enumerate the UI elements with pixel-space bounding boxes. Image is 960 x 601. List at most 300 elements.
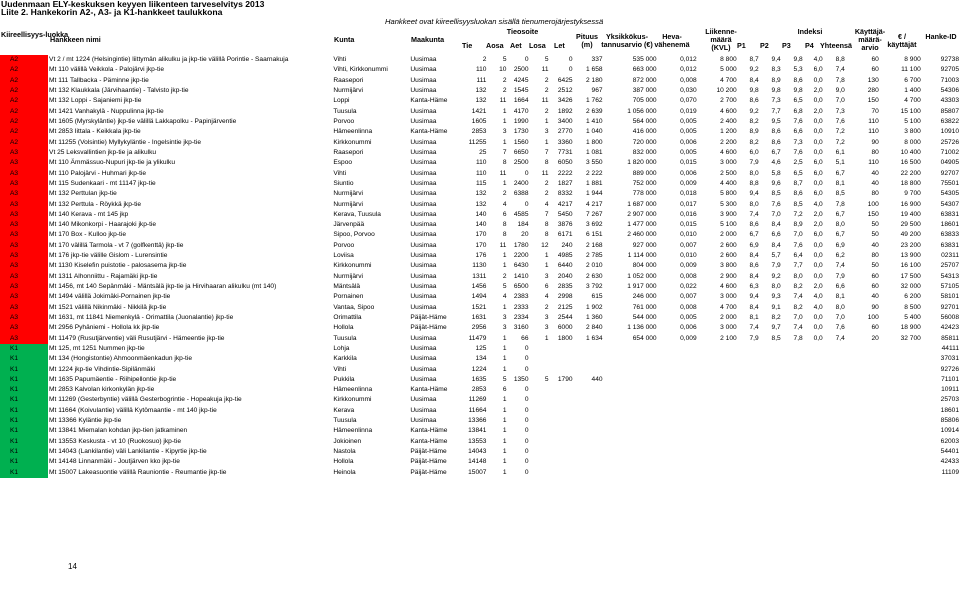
class-cell: A3 [0,261,48,271]
municipality-cell: Hollola [333,458,354,466]
document-title: Uudenmaan ELY-keskuksen keyyen liikenteen tarveselvitys 2013 [1,0,265,9]
value-cell: 25 [479,148,487,156]
class-cell: K1 [0,375,48,385]
table-row [0,179,960,189]
value-cell: 3360 [557,138,573,146]
municipality-cell: Kirkkonummi [333,262,372,270]
value-cell: 1 136 000 [627,324,657,332]
value-cell [846,437,880,447]
value-cell: 8,0 [749,200,759,208]
class-cell: A3 [0,241,48,251]
table-row [0,86,960,96]
value-cell: 140 [475,221,487,229]
value-cell: 7,4 [793,293,803,301]
value-cell: 1 [502,262,507,270]
class-cell: A3 [0,313,48,323]
value-cell [760,406,782,416]
table-row [0,96,960,106]
value-cell: 2,0 [813,107,823,115]
value-cell: 4 [502,200,507,208]
value-cell: 170 [475,231,487,239]
value-cell: 11109 [941,468,959,476]
value-cell [658,395,698,405]
value-cell: 1 [502,406,507,414]
value-cell: 9,7 [771,324,781,332]
value-cell: 54307 [940,200,959,208]
value-cell: 71002 [940,148,959,156]
value-cell: 6500 [513,283,529,291]
project-name-cell: Mt 11255 (Volsintie) Myllykyläntie - Ingelsintie jkp-tie [49,138,202,146]
value-cell: 0,0 [813,313,823,321]
municipality-cell: Jokioinen [333,437,362,445]
municipality-cell: Porvoo [333,118,355,126]
value-cell: 544 000 [632,313,657,321]
region-cell: Uusimaa [410,262,437,270]
value-cell: 8,8 [835,56,845,64]
value-cell: 8,2 [749,118,759,126]
value-cell: 246 000 [632,293,657,301]
value-cell [698,375,738,385]
class-cell: A2 [0,96,48,106]
value-cell: 0,008 [680,76,697,84]
class-cell: K1 [0,406,48,416]
value-cell: 4 [544,293,549,301]
table-row [0,158,960,168]
value-cell: 752 000 [632,179,657,187]
value-cell [550,437,574,447]
value-cell: 9,8 [793,56,803,64]
value-cell [738,395,760,405]
header-let: Let [554,41,565,50]
value-cell: 3 000 [720,293,737,301]
value-cell: 3 800 [720,262,737,270]
value-cell: 4 700 [904,97,921,105]
value-cell: 1 410 [586,118,603,126]
value-cell: 85806 [940,417,959,425]
value-cell: 8,4 [749,252,759,260]
value-cell: 2040 [557,272,573,280]
municipality-cell: Lohja [333,344,350,352]
value-cell: 0,009 [680,179,697,187]
value-cell [738,457,760,467]
municipality-cell: Vihti [333,365,347,373]
project-name-cell: Mt 13366 Kyläntie jkp-tie [49,417,122,425]
value-cell [530,385,550,395]
value-cell [880,416,922,426]
value-cell: 6,1 [835,148,845,156]
municipality-cell: Tuusula [333,107,357,115]
value-cell: 0,022 [680,283,697,291]
value-cell: 10914 [940,427,959,435]
value-cell: 8,8 [749,179,759,187]
value-cell [738,447,760,457]
value-cell: 1 360 [586,313,603,321]
value-cell: 13 900 [900,252,921,260]
class-cell: A3 [0,199,48,209]
table-row [0,375,960,385]
value-cell: 5 [502,375,507,383]
value-cell: 6,8 [793,107,803,115]
municipality-cell: Espoo [333,159,353,167]
value-cell: 6 [544,283,549,291]
value-cell [530,344,550,354]
value-cell: 5 [544,375,549,383]
value-cell: 2 [502,272,507,280]
value-cell: 4 600 [720,148,737,156]
project-name-cell: Mt 110 Ämmässuo-Nupuri jkp-tie ja ylikulku [49,159,175,167]
value-cell: 150 [867,210,879,218]
value-cell: 0 [524,417,529,425]
header-kayttajamaara: Käyttäjä-määrä-arvio [854,27,886,52]
region-cell: Uusimaa [410,148,437,156]
value-cell: 2998 [557,293,573,301]
value-cell: 0,006 [680,138,697,146]
value-cell: 1 [502,437,507,445]
region-cell: Uusimaa [410,169,437,177]
value-cell [782,406,804,416]
value-cell [574,344,604,354]
value-cell: 11 [499,241,507,249]
value-cell: 2835 [557,283,573,291]
value-cell: 60 [871,283,879,291]
value-cell: 1521 [471,303,487,311]
value-cell: 0,005 [680,118,697,126]
value-cell: 1 [502,458,507,466]
project-name-cell: Mt 125, mt 1251 Nummen jkp-tie [49,344,145,352]
value-cell: 1130 [472,262,487,270]
municipality-cell: Kerava, Tuusula [333,210,381,218]
value-cell: 0,018 [680,190,697,198]
value-cell: 7,0 [771,210,781,218]
region-cell: Päijät-Häme [410,324,447,332]
value-cell: 1 114 000 [627,252,657,260]
municipality-cell: Nastola [333,448,356,456]
value-cell: 337 [591,56,603,64]
value-cell: 43303 [940,97,959,105]
value-cell: 4 400 [720,179,737,187]
value-cell [824,437,846,447]
value-cell: 7,6 [771,200,781,208]
value-cell [550,354,574,364]
region-cell: Uusimaa [410,417,437,425]
value-cell: 5 [502,283,507,291]
value-cell: 1892 [557,107,573,115]
value-cell: 11 [541,169,549,177]
value-cell: 0 [524,448,529,456]
value-cell: 2 460 000 [627,231,657,239]
value-cell: 9,8 [793,87,803,95]
value-cell: 9,4 [749,190,759,198]
value-cell: 6,0 [813,159,823,167]
value-cell: 5 [502,56,507,64]
project-name-cell: Mt 11479 (Rusutjärventie) väli Rusutjärvi - Hämeentie jkp-tie [49,334,225,342]
value-cell: 1 800 [586,138,603,146]
value-cell: 7,3 [835,107,845,115]
value-cell [824,416,846,426]
value-cell: 8 500 [904,303,921,311]
value-cell: 4,0 [813,56,823,64]
value-cell: 6,0 [813,190,823,198]
value-cell: 80 [871,252,879,260]
region-cell: Uusimaa [410,375,437,383]
table-row [0,406,960,416]
value-cell: 7,6 [793,148,803,156]
value-cell [658,364,698,374]
value-cell: 654 000 [632,334,657,342]
class-cell: K1 [0,468,48,478]
value-cell [760,375,782,385]
municipality-cell: Nurmijärvi [333,87,363,95]
value-cell: 132 [475,200,487,208]
value-cell [530,468,550,478]
project-name-cell: Mt 140 Kerava - mt 145 jkp [49,210,129,218]
project-name-cell: Mt 1494 välillä Jokimäki-Pornainen jkp-tie [49,293,171,301]
table-row [0,354,960,364]
header-indeksi: Indeksi [797,27,823,36]
value-cell: 3 550 [586,159,603,167]
value-cell: 8,4 [771,221,781,229]
value-cell: 9,2 [749,66,759,74]
value-cell: 2 630 [586,272,603,280]
class-cell: A3 [0,292,48,302]
region-cell: Uusimaa [410,272,437,280]
value-cell [530,437,550,447]
class-cell: K1 [0,344,48,354]
value-cell: 6425 [557,76,573,84]
value-cell: 60 [871,56,879,64]
value-cell [880,457,922,467]
class-cell: K1 [0,395,48,405]
value-cell: 7,8 [793,334,803,342]
value-cell: 3 [544,128,549,136]
value-cell: 1 [502,365,507,373]
class-cell: A3 [0,282,48,292]
value-cell: 0,015 [680,159,697,167]
value-cell: 3400 [557,118,573,126]
value-cell: 5 300 [720,200,737,208]
value-cell: 6,7 [835,169,845,177]
municipality-cell: Loppi [333,97,350,105]
value-cell [760,437,782,447]
value-cell: 1990 [513,118,529,126]
value-cell: 110 [475,159,487,167]
value-cell: 0 [524,56,529,64]
value-cell: 5 800 [720,190,737,198]
project-name-cell: Mt 1631, mt 11841 Niemenkylä - Orimattila (Juonalantie) jkp-tie [49,313,234,321]
value-cell: 58101 [940,293,959,301]
value-cell: 0 [524,386,529,394]
value-cell: 8,4 [749,303,759,311]
value-cell [824,375,846,385]
value-cell: 3 792 [586,283,603,291]
municipality-cell: Kirkkonummi [333,396,372,404]
region-cell: Uusimaa [410,210,437,218]
value-cell [550,344,574,354]
region-cell: Uusimaa [410,231,437,239]
value-cell [574,468,604,478]
region-cell: Uusimaa [410,334,437,342]
table-row [0,447,960,457]
value-cell: 0,0 [813,324,823,332]
value-cell: 0,009 [680,262,697,270]
value-cell: 110 [868,118,879,126]
table-row [0,292,960,302]
value-cell: 40 [871,179,879,187]
value-cell [574,395,604,405]
value-cell: 11479 [468,334,487,342]
value-cell [738,375,760,385]
value-cell: 387 000 [632,87,657,95]
value-cell: 50 [871,221,879,229]
municipality-cell: Karkkila [333,355,357,363]
region-cell: Kanta-Häme [410,427,448,435]
project-name-cell: Mt 115 Sudenkaari - mt 11147 jkp-tie [49,179,156,187]
value-cell: 6430 [513,262,529,270]
value-cell: 761 000 [632,303,657,311]
value-cell: 1 [544,334,549,342]
value-cell: 804 000 [632,262,657,270]
value-cell: 57105 [940,283,959,291]
value-cell: 92707 [940,169,959,177]
value-cell: 1800 [557,334,573,342]
value-cell: 8,0 [835,303,845,311]
value-cell: 1 634 [586,334,603,342]
project-name-cell: Mt 2853 Kalvolan kirkonkylän jkp-tie [49,386,155,394]
value-cell: 18 800 [900,179,921,187]
value-cell: 7,9 [771,262,781,270]
document-subtitle: Liite 2. Hankekorin A2-, A3- ja K1-hankkeet taulukkona [1,7,223,17]
value-cell: 8,6 [749,97,759,105]
project-name-cell: Mt 1521 välillä Nikinmäki - Nikkilä jkp-tie [49,303,167,311]
value-cell [550,385,574,395]
value-cell: 1 081 [586,148,603,156]
value-cell [782,468,804,478]
value-cell [782,426,804,436]
class-cell: K1 [0,447,48,457]
value-cell [804,354,824,364]
value-cell: 8,9 [771,76,781,84]
value-cell: 3 000 [720,159,737,167]
value-cell [782,364,804,374]
value-cell: 2 [544,107,549,115]
class-cell: A2 [0,55,48,65]
value-cell: 2 010 [586,262,603,270]
value-cell: 2,0 [813,87,823,95]
table-row [0,457,960,467]
value-cell: 6,6 [835,283,845,291]
value-cell [658,447,698,457]
value-cell: 7,4 [835,262,845,270]
value-cell: 2333 [513,303,529,311]
value-cell: 63831 [940,241,959,249]
value-cell: 90 [871,138,879,146]
value-cell [824,354,846,364]
value-cell: 1 917 000 [627,283,657,291]
value-cell [804,344,824,354]
value-cell: 7,4 [835,66,845,74]
value-cell [658,468,698,478]
value-cell: 6 151 [586,231,603,239]
municipality-cell: Tuusula [333,417,357,425]
value-cell [550,468,574,478]
value-cell: 6,0 [813,66,823,74]
value-cell [804,375,824,385]
value-cell: 8,4 [749,76,759,84]
value-cell: 2 [544,303,549,311]
value-cell [658,385,698,395]
project-name-cell: Mt 2853 Iittala - Keikkala jkp-tie [49,128,141,136]
value-cell: 2 000 [720,313,737,321]
value-cell: 0 [524,468,529,476]
region-cell: Uusimaa [410,76,437,84]
project-name-cell: Mt 14148 Linnanmäki - Joutjärven kko jkp-tie [49,458,180,466]
value-cell: 1 944 [586,190,603,198]
value-cell: 7,8 [835,200,845,208]
value-cell: 1 [502,179,507,187]
value-cell [530,364,550,374]
class-cell: K1 [0,437,48,447]
value-cell: 71101 [941,375,959,383]
table-row [0,313,960,323]
value-cell: 2,0 [813,221,823,229]
value-cell: 1 [502,427,507,435]
value-cell: 0,0 [813,334,823,342]
value-cell: 11269 [468,396,487,404]
value-cell [760,426,782,436]
value-cell [698,406,738,416]
table-row [0,251,960,261]
project-name-cell: Mt 134 (Hongistontie) Ahmoonmäenkadun jkp-tie [49,355,192,363]
value-cell: 42423 [940,324,959,332]
value-cell [804,426,824,436]
value-cell: 13366 [468,417,487,425]
table-row [0,416,960,426]
value-cell: 927 000 [632,241,657,249]
value-cell: 2400 [513,179,529,187]
value-cell [824,468,846,478]
value-cell: 2 600 [720,252,737,260]
value-cell: 0,008 [680,272,697,280]
region-cell: Uusimaa [410,396,437,404]
value-cell: 60 [871,272,879,280]
region-cell: Päijät-Häme [410,458,447,466]
value-cell: 63822 [940,118,959,126]
value-cell: 2 400 [720,118,737,126]
value-cell [846,364,880,374]
municipality-cell: Järvenpää [333,221,365,229]
value-cell: 130 [867,76,879,84]
header-aosa: Aosa [486,41,504,50]
class-cell: A3 [0,220,48,230]
table-row [0,138,960,148]
value-cell: 6,2 [835,252,845,260]
value-cell [604,468,658,478]
value-cell: 9,4 [749,293,759,301]
project-name-cell: Mt 110 Palojärvi - Huhmari jkp-tie [49,169,147,177]
value-cell [880,437,922,447]
municipality-cell: Nurmijärvi [333,190,363,198]
municipality-cell: Orimattila [333,313,362,321]
value-cell: 10 [499,66,507,74]
value-cell: 54401 [940,448,959,456]
value-cell: 8 [502,231,507,239]
municipality-cell: Loviisa [333,252,354,260]
value-cell: 40 [871,293,879,301]
projects-table [0,55,960,478]
value-cell: 8,6 [771,138,781,146]
municipality-cell: Hämeenlinna [333,128,373,136]
value-cell: 1 [502,468,507,476]
